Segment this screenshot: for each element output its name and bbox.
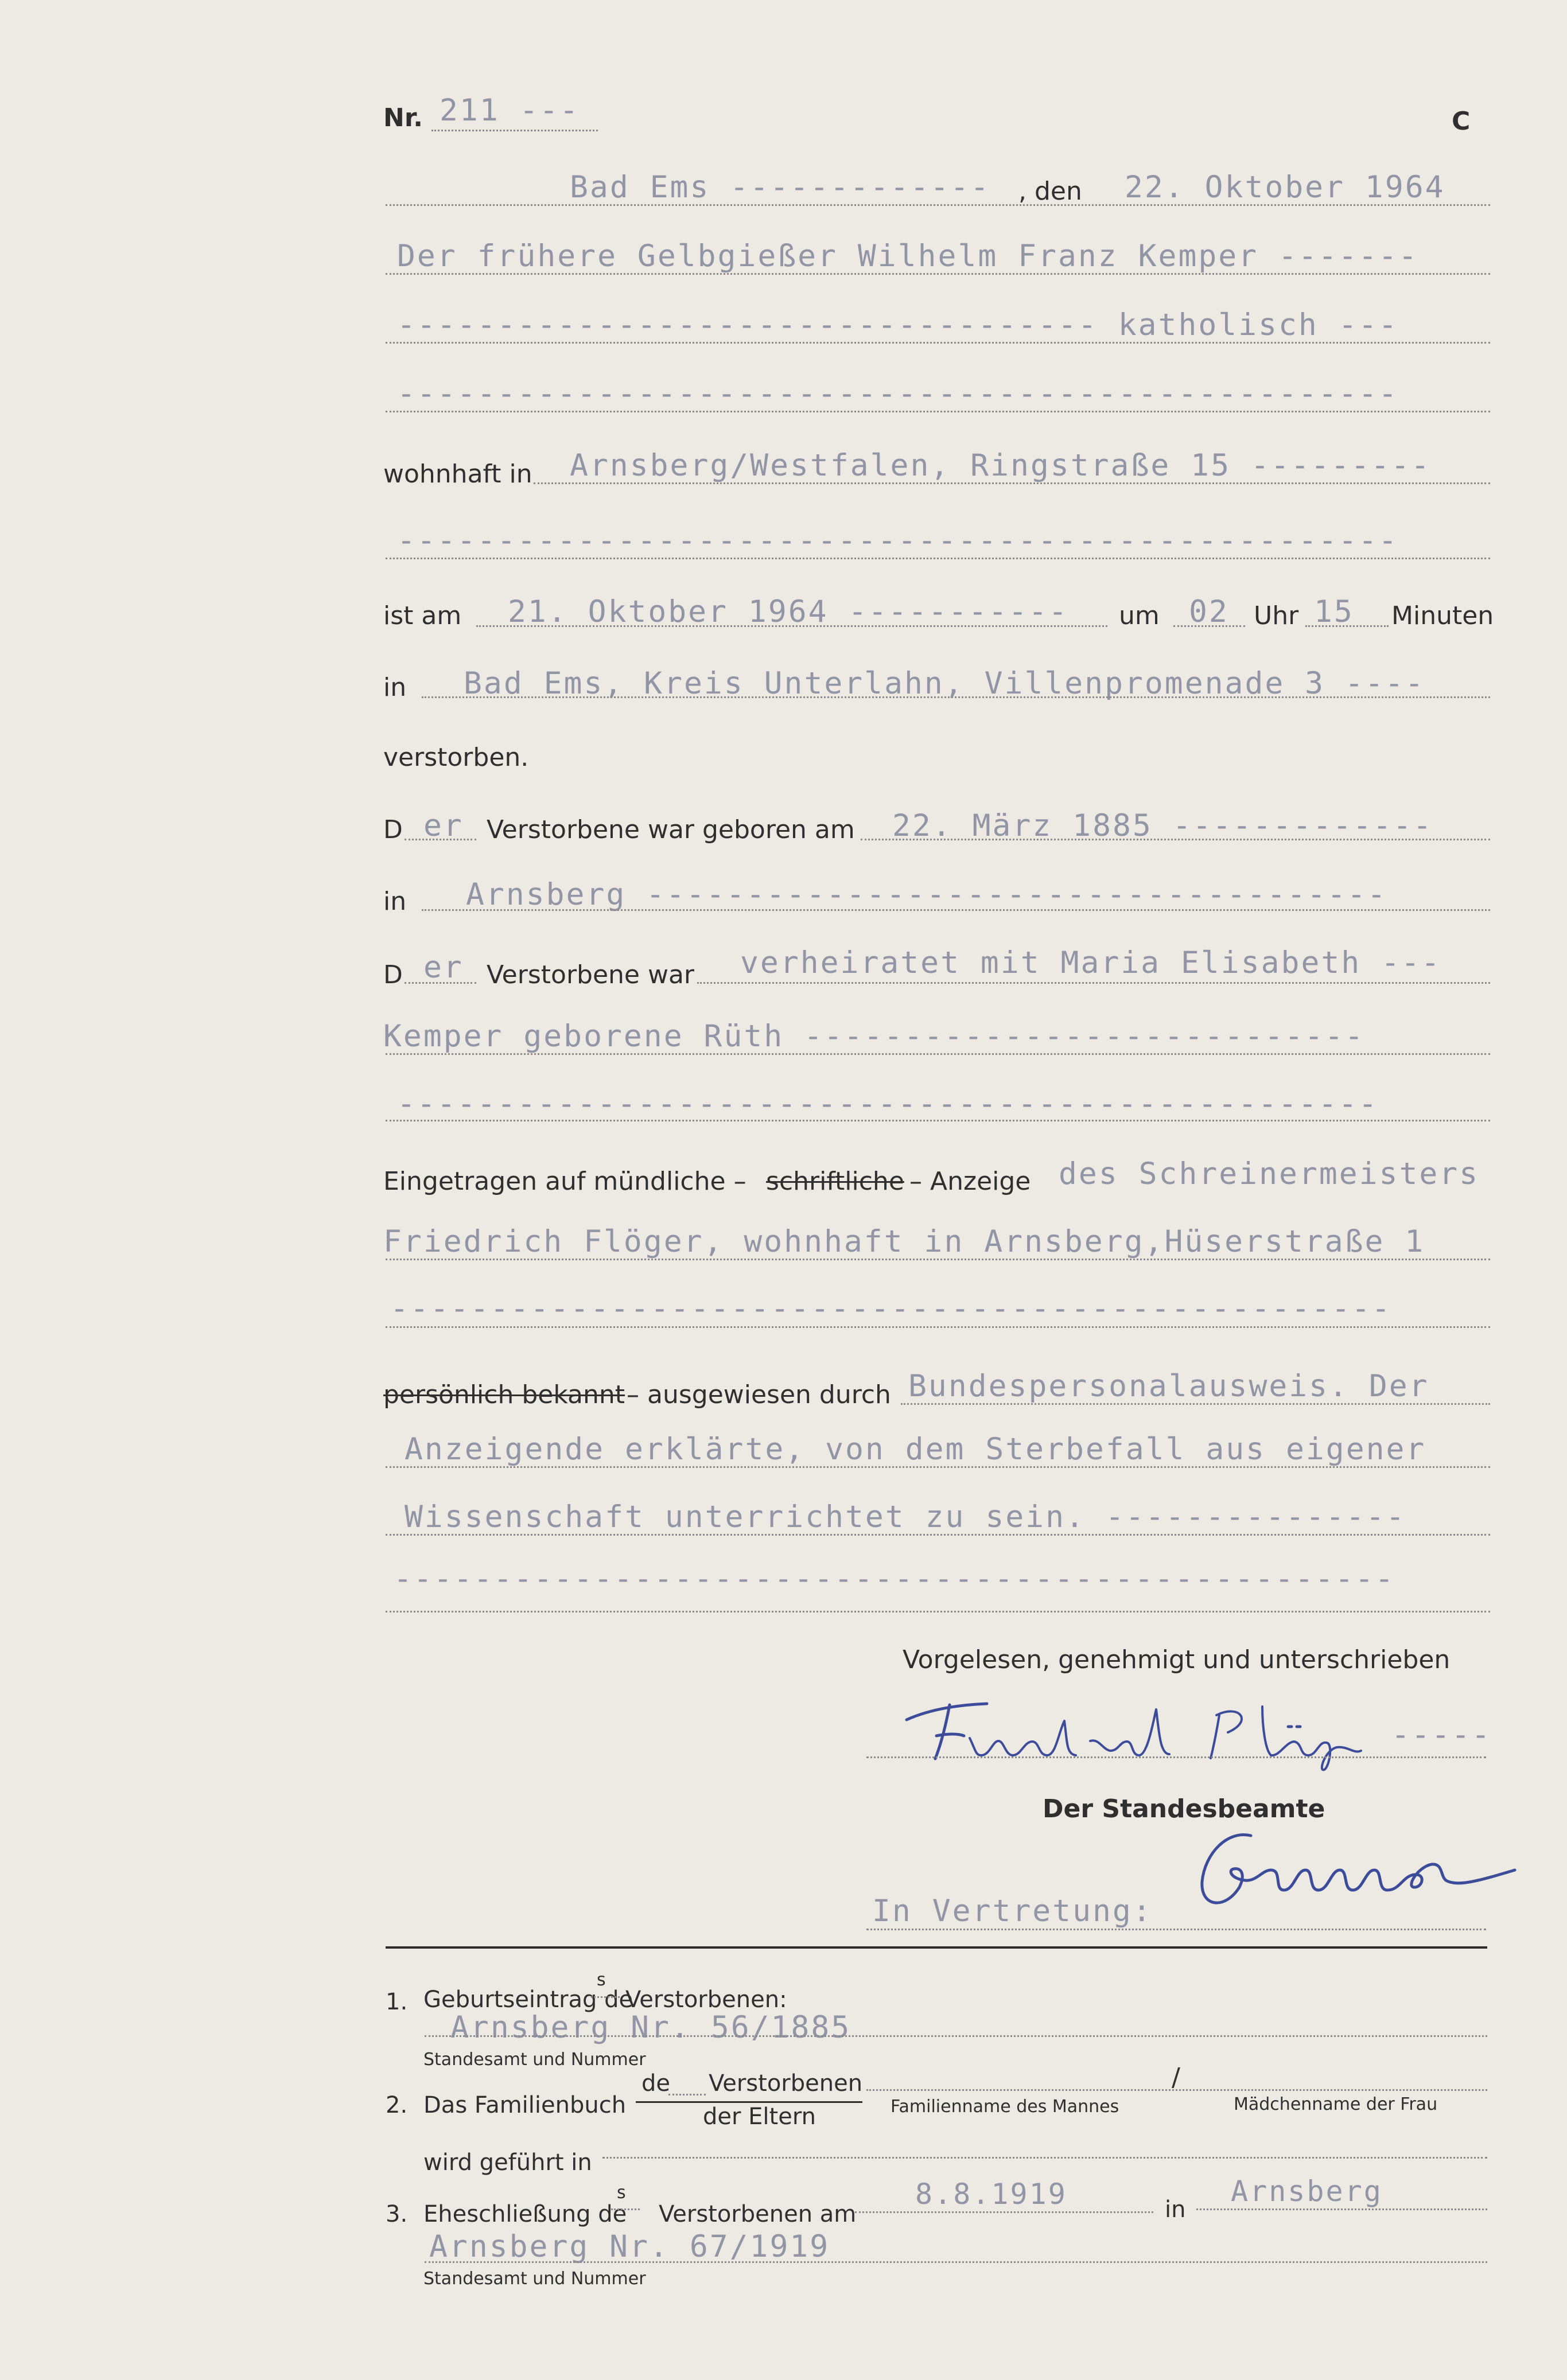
id-line-4: -------------------------------------------------- [394, 1561, 1395, 1596]
item1-super-rule [591, 1996, 620, 1998]
item3-suffix: Verstorbenen am [659, 2201, 857, 2227]
den-label: , den [1018, 177, 1082, 206]
report-line-2-rule [386, 1259, 1490, 1260]
birth-date-rule [861, 839, 1490, 840]
item2-maiden-caption: Mädchenname der Frau [1234, 2094, 1438, 2114]
entry-number: 211 --- [440, 93, 580, 128]
birth-in-label: in [383, 887, 407, 916]
informant-signature [895, 1686, 1389, 1773]
item3-super-rule [611, 2208, 640, 2210]
registry-place: Bad Ems ------------- [570, 170, 991, 205]
report-struck-written: schriftliche [766, 1167, 904, 1196]
deceased-line-3: -------------------------------------------------- [397, 376, 1399, 411]
death-date-rule [476, 625, 1107, 627]
form-code: C [1452, 107, 1471, 136]
marital-line-3-rule [386, 1120, 1490, 1121]
item2-slash: / [1172, 2063, 1180, 2092]
id-line-3-rule [386, 1534, 1490, 1536]
death-hour: 02 [1189, 594, 1229, 629]
deceased-address: Arnsberg/Westfalen, Ringstraße 15 --------- [570, 448, 1432, 483]
marital-article-suffix: er [423, 950, 464, 985]
deputy-label: In Vertretung: [872, 1894, 1153, 1929]
deceased-line-2: ----------------------------------- katholisch --- [397, 307, 1399, 342]
item3-in: in [1165, 2196, 1186, 2223]
nr-label: Nr. [383, 103, 423, 133]
id-line-1: Bundespersonalausweis. Der [908, 1369, 1429, 1404]
item3-place: Arnsberg [1231, 2175, 1383, 2208]
birth-label: Verstorbene war geboren am [487, 815, 855, 844]
birth-article-rule [405, 839, 476, 840]
id-line-1-rule [901, 1403, 1490, 1405]
item2-kept-label: wird geführt in [423, 2149, 592, 2176]
item3-date-rule [855, 2211, 1153, 2213]
item2-eltern: der Eltern [703, 2104, 816, 2130]
item3-number: 3. [386, 2201, 408, 2227]
death-in-label: in [383, 673, 407, 702]
registry-line [386, 204, 1490, 206]
item2-verstorbenen: Verstorbenen [709, 2070, 863, 2097]
item2-family-caption: Familienname des Mannes [891, 2097, 1119, 2117]
birth-date: 22. März 1885 ------------- [892, 808, 1433, 843]
ausgewiesen-label: – ausgewiesen durch [627, 1380, 891, 1409]
footer-divider [386, 1946, 1487, 1949]
marital-line-2-rule [386, 1053, 1490, 1055]
report-line-2: Friedrich Flöger, wohnhaft in Arnsberg,Hüserstraße 1 [383, 1224, 1425, 1259]
marital-line-3: ------------------------------------------------- [397, 1086, 1379, 1121]
birth-place: Arnsberg ------------------------------------- [466, 877, 1387, 912]
item1-caption: Standesamt und Nummer [423, 2050, 646, 2070]
item2-de: de [641, 2070, 670, 2097]
marital-label: Verstorbene war [487, 960, 695, 990]
death-minutes-rule [1305, 625, 1389, 627]
death-date: 21. Oktober 1964 ----------- [508, 594, 1069, 629]
item3-place-rule [1196, 2208, 1487, 2210]
id-line-4-rule [386, 1611, 1490, 1612]
death-hour-rule [1173, 625, 1245, 627]
death-place-rule [422, 696, 1490, 698]
item3-label: Eheschließung de [423, 2201, 627, 2227]
wohnhaft-label: wohnhaft in [383, 459, 532, 489]
uhr-label: Uhr [1254, 601, 1299, 630]
item1-suffix: Verstorbenen: [625, 1986, 787, 2013]
marital-article-rule [405, 982, 476, 984]
deputy-rule [866, 1929, 1486, 1930]
registry-date: 22. Oktober 1964 [1125, 170, 1445, 205]
item1-number: 1. [386, 1989, 408, 2015]
id-line-3: Wissenschaft unterrichtet zu sein. --------------- [405, 1499, 1406, 1534]
item1-value: Arnsberg Nr. 56/1885 [450, 2010, 851, 2045]
birth-d-label: D [383, 815, 403, 844]
ist-am-label: ist am [383, 601, 462, 630]
item3-date: 8.8.1919 [915, 2178, 1067, 2211]
informant-signature-rule [866, 1756, 1486, 1758]
birth-article-suffix: er [423, 808, 464, 843]
item3-caption: Standesamt und Nummer [423, 2269, 646, 2289]
deceased-address-continued: -------------------------------------------------- [397, 523, 1399, 558]
marital-line-1: verheiratet mit Maria Elisabeth --- [740, 945, 1441, 980]
birth-place-rule [422, 909, 1490, 911]
verstorben-label: verstorben. [383, 743, 529, 772]
um-label: um [1119, 601, 1160, 630]
item1-value-rule [425, 2035, 1487, 2037]
address-rule [534, 482, 1490, 484]
item2-number: 2. [386, 2092, 408, 2118]
registrar-signature [1171, 1813, 1538, 1927]
item2-kept-rule [602, 2157, 1487, 2159]
report-line-3-rule [386, 1326, 1490, 1328]
deceased-line-1: Der frühere Gelbgießer Wilhelm Franz Kemper ------- [397, 239, 1419, 274]
address-cont-rule [386, 558, 1490, 559]
deceased-line-3-rule [386, 411, 1490, 412]
deceased-line-2-rule [386, 342, 1490, 344]
report-line-1: des Schreinermeisters [1059, 1156, 1480, 1191]
item3-value-rule [425, 2261, 1487, 2263]
known-personally-struck: persönlich bekannt [383, 1380, 625, 1409]
item3-value: Arnsberg Nr. 67/1919 [429, 2229, 830, 2264]
report-label-prefix: Eingetragen auf mündliche – [383, 1167, 746, 1196]
report-line-3: -------------------------------------------------- [390, 1291, 1392, 1326]
read-approved-label: Vorgelesen, genehmigt und unterschrieben [903, 1645, 1451, 1674]
entry-number-line [431, 130, 598, 131]
death-minutes: 15 [1314, 594, 1354, 629]
item2-fraction-bar [636, 2101, 862, 2103]
registrar-label: Der Standesbeamte [1043, 1794, 1325, 1824]
item1-superscript: s [597, 1970, 606, 1990]
marital-line-2: Kemper geborene Rüth ---------------------------- [383, 1019, 1365, 1054]
minuten-label: Minuten [1391, 601, 1494, 630]
item3-superscript: s [617, 2183, 626, 2203]
report-label-suffix: – Anzeige [909, 1167, 1031, 1196]
marital-d-label: D [383, 960, 403, 990]
item2-de-rule [668, 2094, 706, 2095]
marital-line-1-rule [697, 982, 1490, 984]
id-line-2: Anzeigende erklärte, von dem Sterbefall aus eigener [405, 1432, 1426, 1467]
item2-label: Das Familienbuch [423, 2092, 627, 2118]
id-line-2-rule [386, 1466, 1490, 1468]
deceased-line-1-rule [386, 273, 1490, 275]
death-place: Bad Ems, Kreis Unterlahn, Villenpromenade 3 ---- [464, 666, 1425, 701]
item1-label: Geburtseintrag de [423, 1986, 633, 2013]
signature-tail: ----- [1391, 1717, 1492, 1752]
